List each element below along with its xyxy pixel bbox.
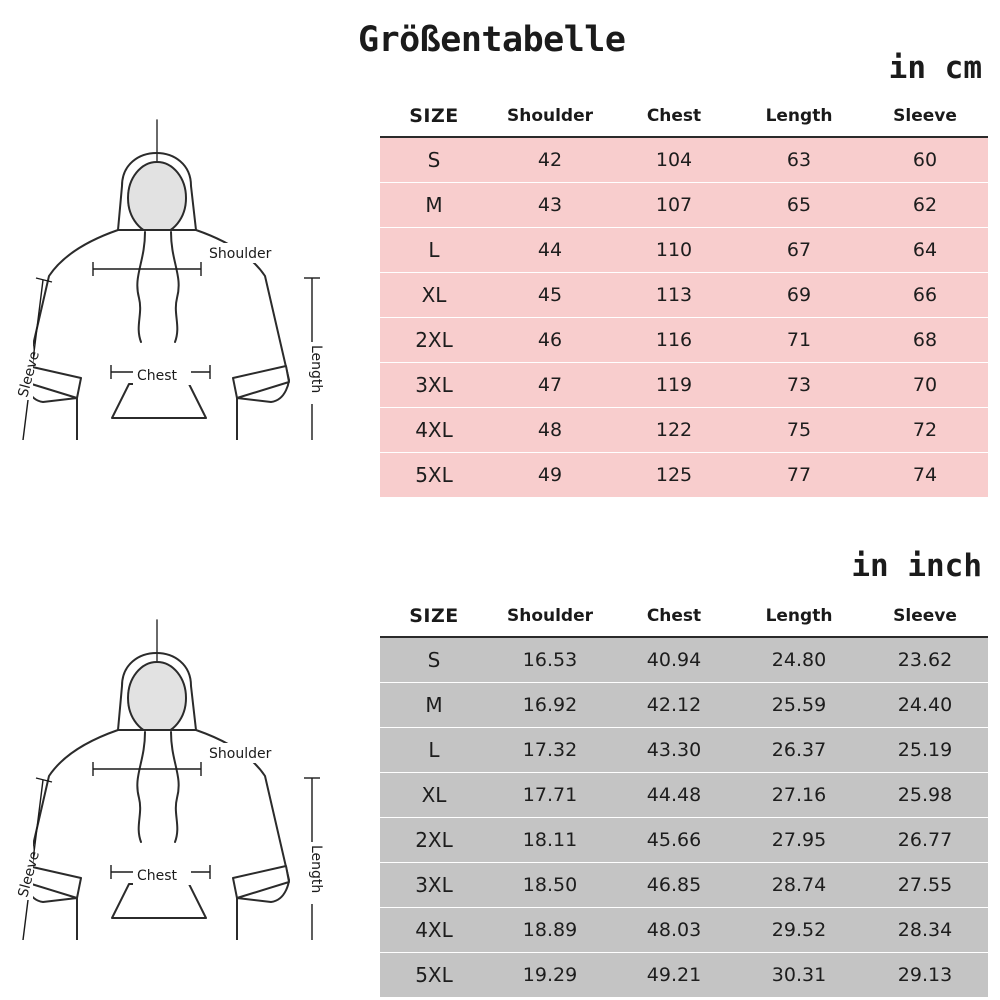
table-row — [380, 908, 988, 953]
cell-chest: 40.94 — [612, 637, 736, 683]
cell-chest: 49.21 — [612, 953, 736, 998]
column-header-shoulder: Shoulder — [488, 596, 612, 637]
cell-size: 3XL — [380, 363, 488, 408]
column-header-size: SIZE — [380, 596, 488, 637]
hoodie-illustration-inch — [5, 580, 345, 940]
cell-sleeve: 29.13 — [862, 953, 988, 998]
cell-shoulder: 16.92 — [488, 683, 612, 728]
cell-sleeve: 26.77 — [862, 818, 988, 863]
cell-size: XL — [380, 773, 488, 818]
label-sleeve: Sleeve — [15, 349, 44, 400]
cell-sleeve: 62 — [862, 183, 988, 228]
table-row — [380, 773, 988, 818]
cell-size: XL — [380, 273, 488, 318]
cell-shoulder: 17.32 — [488, 728, 612, 773]
label-length: Length — [308, 845, 324, 894]
label-sleeve: Sleeve — [15, 849, 44, 900]
cell-length: 25.59 — [736, 683, 862, 728]
label-chest: Chest — [137, 868, 178, 884]
table-row — [380, 363, 988, 408]
column-header-length: Length — [736, 596, 862, 637]
cell-length: 63 — [736, 137, 862, 183]
table-header-row — [380, 596, 988, 637]
label-shoulder: Shoulder — [209, 246, 272, 262]
cell-chest: 122 — [612, 408, 736, 453]
table-row — [380, 818, 988, 863]
size-table-inch — [380, 596, 988, 998]
cell-chest: 46.85 — [612, 863, 736, 908]
cell-length: 24.80 — [736, 637, 862, 683]
column-header-chest: Chest — [612, 596, 736, 637]
page-title: Größentabelle — [358, 20, 626, 60]
table-row — [380, 183, 988, 228]
cell-chest: 48.03 — [612, 908, 736, 953]
table-row — [380, 273, 988, 318]
cell-chest: 42.12 — [612, 683, 736, 728]
cell-length: 27.16 — [736, 773, 862, 818]
table-row — [380, 863, 988, 908]
label-shoulder: Shoulder — [209, 746, 272, 762]
unit-label-inch: in inch — [851, 548, 982, 584]
cell-chest: 110 — [612, 228, 736, 273]
cell-size: 5XL — [380, 453, 488, 498]
cell-length: 77 — [736, 453, 862, 498]
table-row — [380, 453, 988, 498]
cell-sleeve: 68 — [862, 318, 988, 363]
cell-shoulder: 47 — [488, 363, 612, 408]
table-row — [380, 953, 988, 998]
cell-sleeve: 24.40 — [862, 683, 988, 728]
column-header-size: SIZE — [380, 96, 488, 137]
cell-sleeve: 27.55 — [862, 863, 988, 908]
cell-chest: 113 — [612, 273, 736, 318]
cell-size: M — [380, 683, 488, 728]
cell-sleeve: 23.62 — [862, 637, 988, 683]
table-row — [380, 637, 988, 683]
cell-shoulder: 42 — [488, 137, 612, 183]
cell-sleeve: 70 — [862, 363, 988, 408]
cell-shoulder: 18.89 — [488, 908, 612, 953]
cell-size: 2XL — [380, 818, 488, 863]
cell-size: M — [380, 183, 488, 228]
cell-chest: 125 — [612, 453, 736, 498]
cell-size: S — [380, 137, 488, 183]
hoodie-illustration-cm — [5, 80, 345, 440]
cell-length: 29.52 — [736, 908, 862, 953]
cell-size: S — [380, 637, 488, 683]
cell-chest: 104 — [612, 137, 736, 183]
cell-shoulder: 46 — [488, 318, 612, 363]
table-row — [380, 228, 988, 273]
size-table-cm — [380, 96, 988, 498]
cell-sleeve: 28.34 — [862, 908, 988, 953]
cell-size: L — [380, 228, 488, 273]
cell-chest: 43.30 — [612, 728, 736, 773]
cell-length: 71 — [736, 318, 862, 363]
cell-sleeve: 72 — [862, 408, 988, 453]
cell-size: 3XL — [380, 863, 488, 908]
cell-shoulder: 18.11 — [488, 818, 612, 863]
cell-sleeve: 25.98 — [862, 773, 988, 818]
cell-length: 30.31 — [736, 953, 862, 998]
table-row — [380, 408, 988, 453]
column-header-sleeve: Sleeve — [862, 96, 988, 137]
cell-shoulder: 18.50 — [488, 863, 612, 908]
cell-size: 2XL — [380, 318, 488, 363]
table-header-row — [380, 96, 988, 137]
cell-chest: 107 — [612, 183, 736, 228]
cell-sleeve: 64 — [862, 228, 988, 273]
cell-size: L — [380, 728, 488, 773]
unit-label-cm: in cm — [888, 50, 982, 86]
cell-size: 5XL — [380, 953, 488, 998]
cell-sleeve: 74 — [862, 453, 988, 498]
table-row — [380, 137, 988, 183]
cell-shoulder: 45 — [488, 273, 612, 318]
label-chest: Chest — [137, 368, 178, 384]
cell-shoulder: 44 — [488, 228, 612, 273]
cell-shoulder: 49 — [488, 453, 612, 498]
cell-length: 65 — [736, 183, 862, 228]
cell-chest: 44.48 — [612, 773, 736, 818]
cell-shoulder: 19.29 — [488, 953, 612, 998]
cell-shoulder: 48 — [488, 408, 612, 453]
cell-chest: 116 — [612, 318, 736, 363]
table-row — [380, 683, 988, 728]
cell-length: 73 — [736, 363, 862, 408]
table-row — [380, 318, 988, 363]
label-length: Length — [308, 345, 324, 394]
cell-sleeve: 25.19 — [862, 728, 988, 773]
cell-chest: 119 — [612, 363, 736, 408]
table-row — [380, 728, 988, 773]
column-header-sleeve: Sleeve — [862, 596, 988, 637]
cell-chest: 45.66 — [612, 818, 736, 863]
cell-length: 27.95 — [736, 818, 862, 863]
column-header-length: Length — [736, 96, 862, 137]
cell-size: 4XL — [380, 908, 488, 953]
cell-shoulder: 17.71 — [488, 773, 612, 818]
column-header-chest: Chest — [612, 96, 736, 137]
cell-size: 4XL — [380, 408, 488, 453]
cell-shoulder: 43 — [488, 183, 612, 228]
cell-length: 69 — [736, 273, 862, 318]
cell-length: 67 — [736, 228, 862, 273]
cell-length: 28.74 — [736, 863, 862, 908]
cell-length: 26.37 — [736, 728, 862, 773]
cell-sleeve: 66 — [862, 273, 988, 318]
cell-shoulder: 16.53 — [488, 637, 612, 683]
cell-length: 75 — [736, 408, 862, 453]
cell-sleeve: 60 — [862, 137, 988, 183]
column-header-shoulder: Shoulder — [488, 96, 612, 137]
